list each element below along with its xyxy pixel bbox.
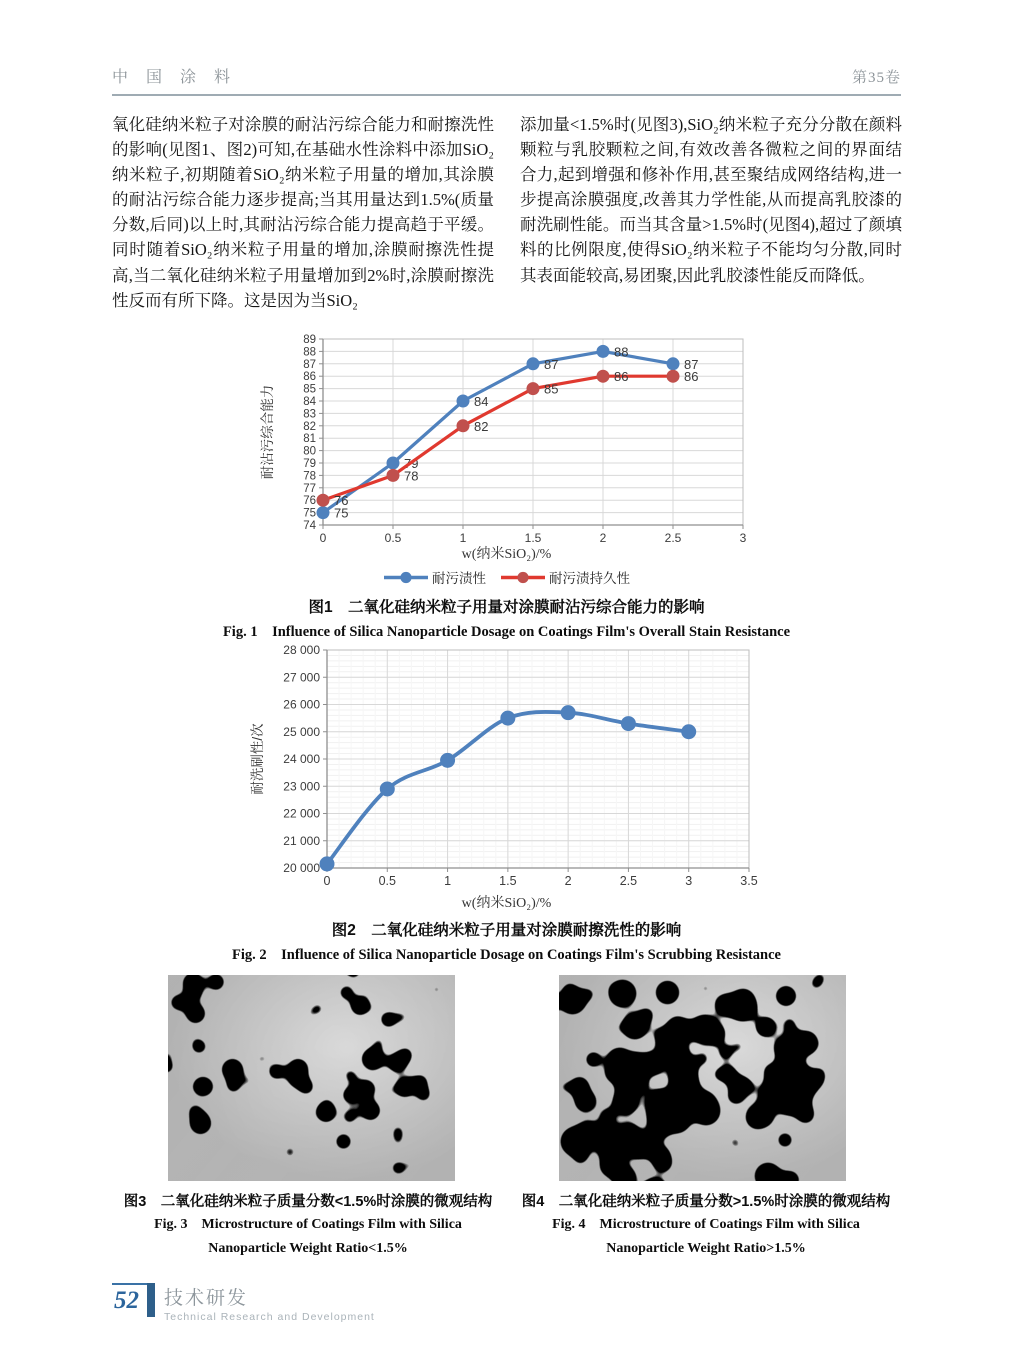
figure3-caption <box>112 1190 504 1259</box>
figure2-block <box>0 642 1013 964</box>
svg-text:83: 83 <box>302 408 316 421</box>
svg-text:27 000: 27 000 <box>282 670 320 685</box>
svg-text:77: 77 <box>302 482 316 495</box>
svg-text:79: 79 <box>403 456 418 471</box>
legend-series-label: 耐污渍性 <box>432 571 486 586</box>
page-header <box>112 64 901 96</box>
svg-text:86: 86 <box>302 371 316 384</box>
svg-text:79: 79 <box>302 458 316 470</box>
journal-title: 中 国 涂 料 <box>112 69 238 86</box>
svg-text:20 000: 20 000 <box>282 861 320 875</box>
svg-text:2: 2 <box>599 531 606 545</box>
svg-text:86: 86 <box>683 369 698 385</box>
svg-text:81: 81 <box>302 433 316 446</box>
svg-text:3: 3 <box>684 874 692 888</box>
svg-text:25 000: 25 000 <box>282 724 320 739</box>
article-column-left: 氧化硅纳米粒子对涂膜的耐沾污综合能力和耐擦洗性的影响(见图1、图2)可知,在基础水性涂料中添加SiO₂纳米粒子,初期随着SiO₂纳米粒子用量的增加,其涂膜的耐沾污综合能力逐步提高;当其用量达到1.5%(质量分数,后同)以上时,其耐沾污综合能力提高趋于平缓。同时随着SiO₂纳米粒子用量的增加,涂膜耐擦洗性提高,当二氧化硅纳米粒子用量增加到2%时,涂膜耐擦洗性反而有所下降。这是因为当SiO₂ <box>112 115 494 310</box>
svg-text:0: 0 <box>323 874 330 888</box>
figure3-caption-en-line2: Nanoparticle Weight Ratio<1.5% <box>208 1241 408 1256</box>
svg-text:89: 89 <box>302 334 316 346</box>
figure4-image <box>559 975 846 1181</box>
svg-text:24 000: 24 000 <box>282 752 320 766</box>
page-number: 52 <box>112 1283 147 1316</box>
svg-text:75: 75 <box>302 507 316 520</box>
svg-text:76: 76 <box>333 493 348 509</box>
figure4-grain-overlay <box>559 975 846 1181</box>
svg-text:85: 85 <box>302 383 316 396</box>
svg-text:23 000: 23 000 <box>282 779 320 794</box>
footer-section-title: 技术研发 <box>164 1288 249 1309</box>
figure1-caption-zh: 图1 二氧化硅纳米粒子用量对涂膜耐沾污综合能力的影响 <box>308 598 705 616</box>
svg-text:耐洗刷性/次: 耐洗刷性/次 <box>249 723 265 795</box>
micrograph-captions <box>112 1190 902 1259</box>
legend-series-label: 耐污渍持久性 <box>549 571 630 586</box>
article-column-right: 添加量<1.5%时(见图3),SiO₂纳米粒子充分分散在颜料颗粒与乳胶颗粒之间,有效改善各微粒之间的界面结合力,起到增强和修补作用,甚至聚结成网络结构,进一步提高涂膜强度,改善其力学性能,从而提高乳胶漆的耐洗刷性能。而当其含量>1.5%时(见图4),超过了颜填料的比例限度,使得SiO₂纳米粒子不能均匀分散,同时其表面能较高,易团聚,因此乳胶漆性能反而降低。 <box>520 115 902 285</box>
chart1-xaxis-label: w(纳米SiO₂)/% <box>461 547 552 562</box>
svg-text:87: 87 <box>302 358 316 371</box>
svg-text:74: 74 <box>302 520 316 532</box>
svg-text:87: 87 <box>683 356 698 372</box>
svg-text:21 000: 21 000 <box>282 833 320 848</box>
legend-series-marker-icon <box>500 571 546 584</box>
svg-text:88: 88 <box>302 346 316 359</box>
svg-text:22 000: 22 000 <box>282 806 320 821</box>
micrograph-row <box>112 975 902 1181</box>
svg-text:0: 0 <box>319 531 326 545</box>
svg-text:87: 87 <box>543 356 558 372</box>
figure2-caption-zh: 图2 二氧化硅纳米粒子用量对涂膜耐擦洗性的影响 <box>331 922 682 939</box>
chart2-xaxis-label: w(纳米SiO₂)/% <box>461 896 552 911</box>
svg-text:88: 88 <box>613 344 628 360</box>
legend-item <box>500 567 630 587</box>
svg-text:26 000: 26 000 <box>282 697 320 712</box>
svg-text:1: 1 <box>443 874 451 888</box>
footer-divider-bar <box>147 1283 155 1317</box>
svg-text:86: 86 <box>613 369 628 385</box>
legend-series-marker-icon <box>383 571 429 584</box>
svg-text:2: 2 <box>564 874 572 888</box>
figure3-image <box>168 975 455 1181</box>
figure3-grain-overlay <box>168 975 455 1181</box>
figure1-block <box>0 333 1013 641</box>
svg-text:1.5: 1.5 <box>524 531 541 545</box>
figure2-chart <box>247 642 767 912</box>
legend-item <box>383 567 486 587</box>
chart1-svg <box>257 333 757 545</box>
svg-text:3: 3 <box>739 531 746 545</box>
svg-text:0.5: 0.5 <box>378 874 396 888</box>
figure1-caption-en: Fig. 1 Influence of Silica Nanoparticle Dosage on Coatings Film's Overall Stain Resistance <box>222 623 791 640</box>
figure4-caption-zh: 图4 二氧化硅纳米粒子质量分数>1.5%时涂膜的微观结构 <box>521 1194 891 1210</box>
figure1-chart <box>257 333 757 587</box>
figure4-caption-en-line1: Fig. 4 Microstructure of Coatings Film with Silica <box>552 1217 860 1232</box>
figure3-caption-zh: 图3 二氧化硅纳米粒子质量分数<1.5%时涂膜的微观结构 <box>123 1194 493 1210</box>
figure4-caption-en-line2: Nanoparticle Weight Ratio>1.5% <box>606 1241 806 1256</box>
article-body <box>112 112 902 313</box>
footer-section <box>164 1283 375 1323</box>
figure2-caption-en: Fig. 2 Influence of Silica Nanoparticle Dosage on Coatings Film's Scrubbing Resistance <box>232 947 781 963</box>
footer-section-subtitle: Technical Research and Development <box>164 1311 375 1323</box>
svg-text:76: 76 <box>302 495 316 508</box>
svg-text:耐沾污综合能力: 耐沾污综合能力 <box>259 384 275 480</box>
volume-label: 第35卷 <box>851 70 901 86</box>
svg-text:82: 82 <box>302 420 316 433</box>
svg-text:82: 82 <box>473 418 488 434</box>
svg-text:0.5: 0.5 <box>384 531 401 545</box>
svg-text:84: 84 <box>473 394 488 409</box>
svg-text:1.5: 1.5 <box>498 874 517 888</box>
svg-text:84: 84 <box>302 396 316 408</box>
svg-text:80: 80 <box>302 445 316 458</box>
svg-text:1: 1 <box>459 531 466 545</box>
svg-text:2.5: 2.5 <box>664 531 681 545</box>
svg-text:2.5: 2.5 <box>619 874 637 888</box>
svg-text:78: 78 <box>403 468 418 484</box>
figure3-caption-en-line1: Fig. 3 Microstructure of Coatings Film with Silica <box>154 1217 462 1232</box>
svg-text:28 000: 28 000 <box>282 643 320 657</box>
chart2-svg <box>247 642 767 894</box>
svg-text:78: 78 <box>302 470 316 483</box>
svg-text:85: 85 <box>543 381 558 397</box>
svg-text:3.5: 3.5 <box>739 874 758 888</box>
figure4-caption <box>510 1190 902 1259</box>
svg-text:75: 75 <box>333 505 348 521</box>
page-footer <box>112 1283 375 1323</box>
chart1-legend <box>257 567 757 587</box>
